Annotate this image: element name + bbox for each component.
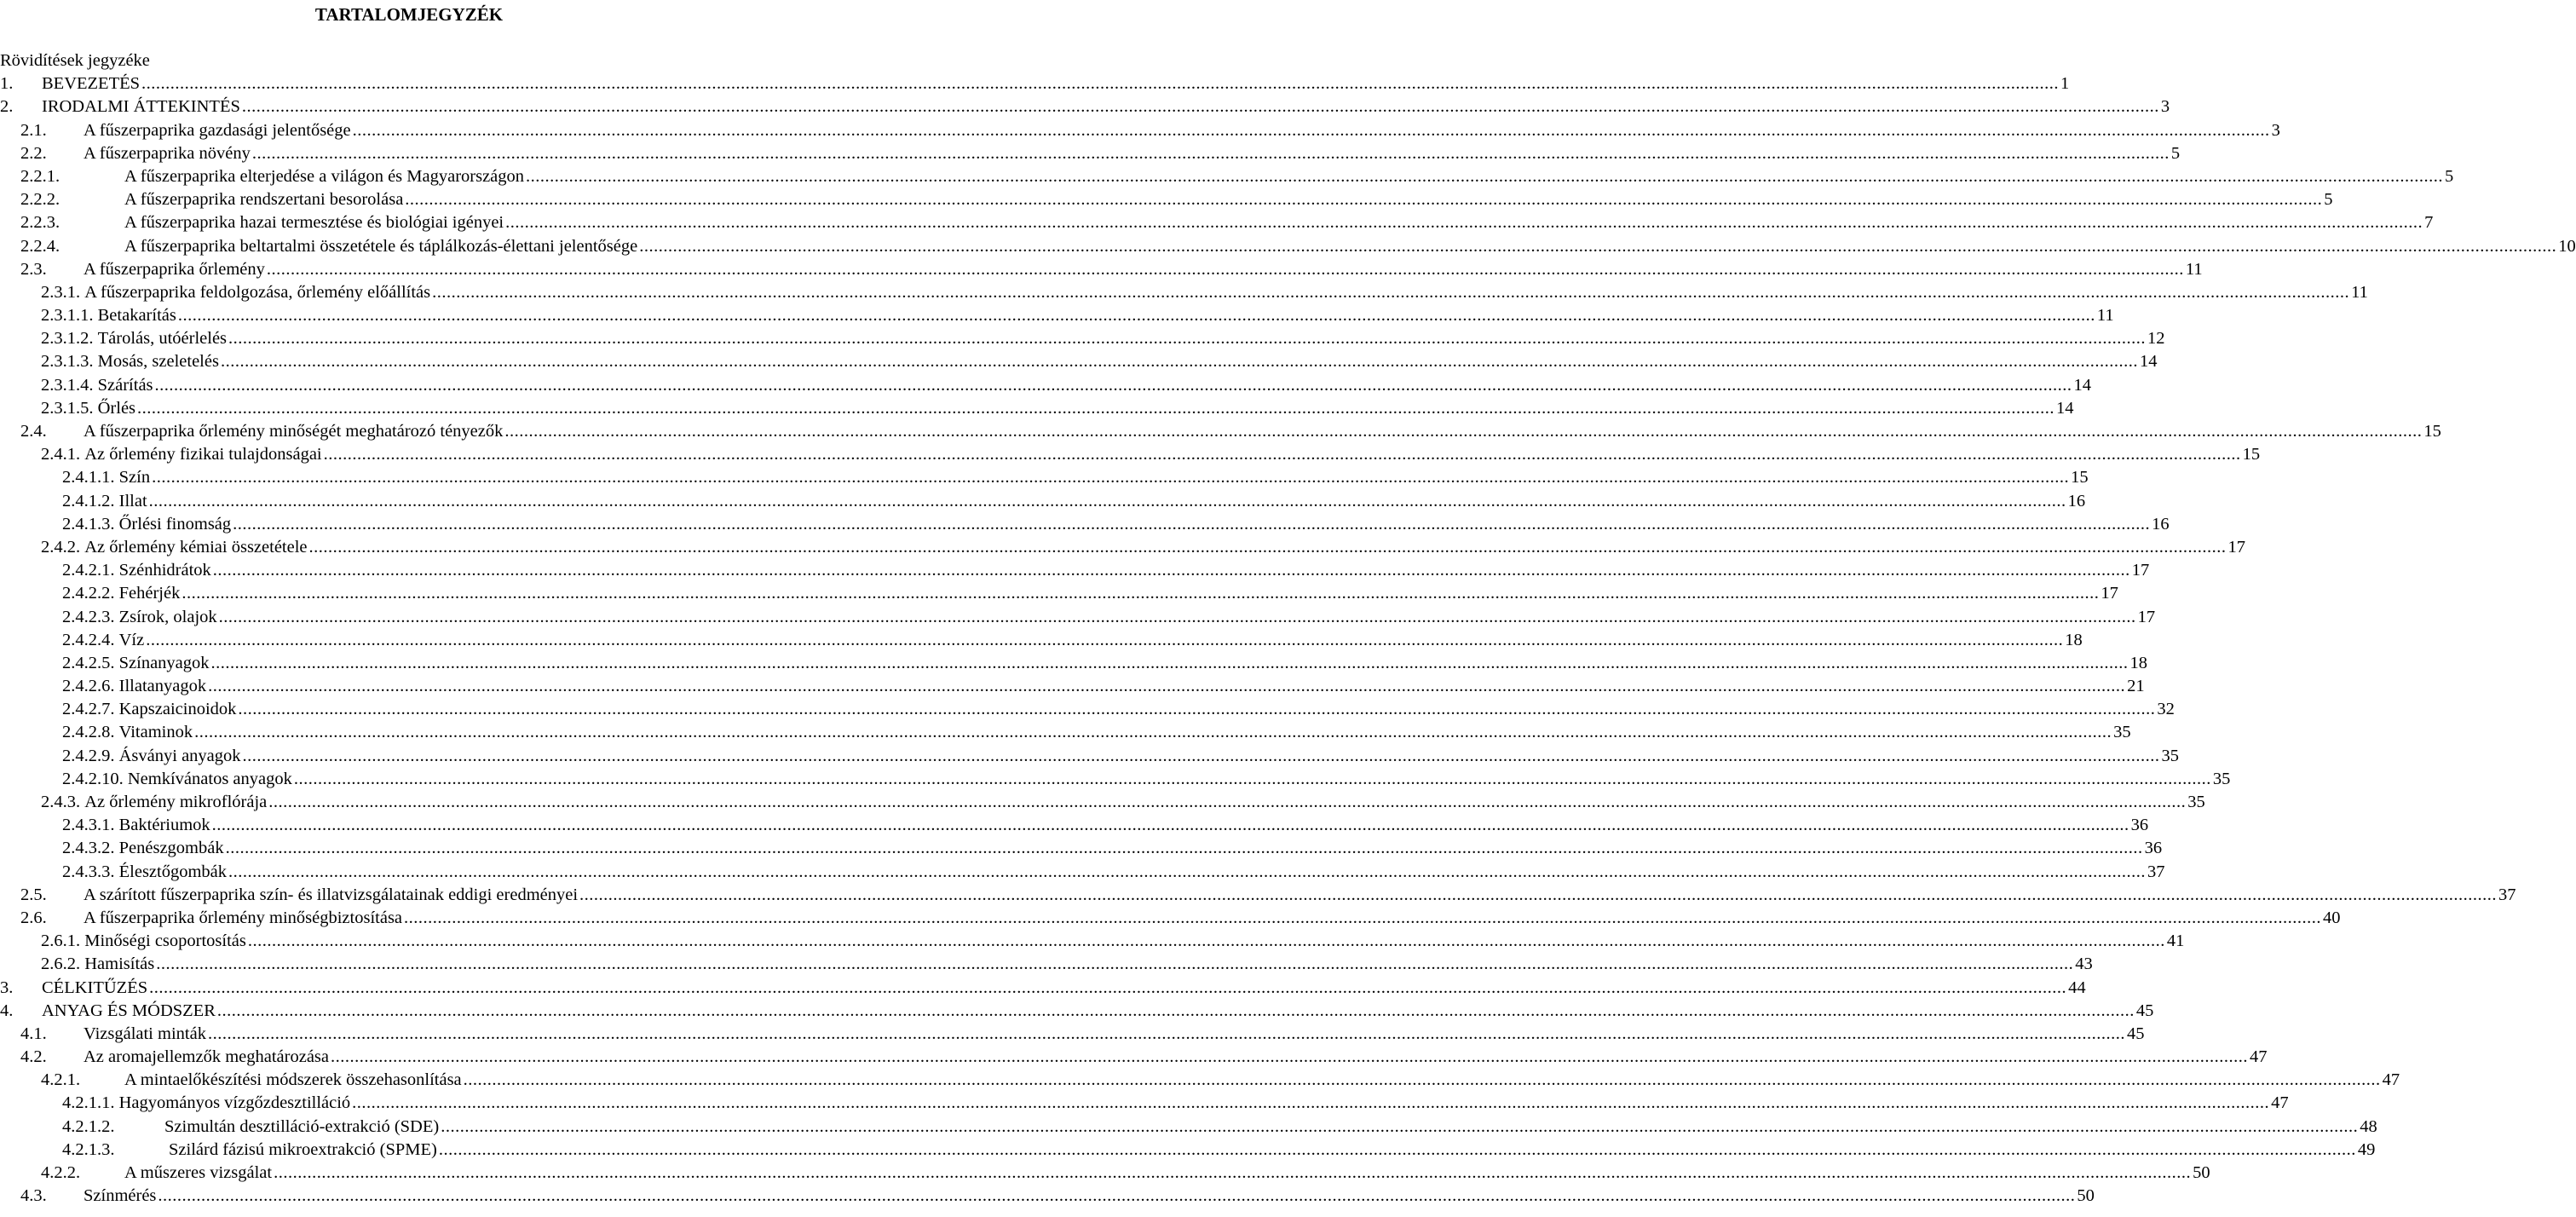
- toc-entry[interactable]: [0, 977, 2086, 1000]
- toc-entry[interactable]: [0, 1046, 2268, 1069]
- toc-entry-number: 2.2.: [20, 143, 47, 163]
- toc-entry[interactable]: [0, 281, 2368, 304]
- toc-leader-dots: ................................................................................................................................................................................................................................................................................................................................................................................................................: [154, 375, 2072, 395]
- toc-entry-label: A fűszerpaprika növény: [84, 143, 251, 163]
- toc-entry-number: 2.4.1.2.: [62, 491, 115, 510]
- toc-entry-label: Vitaminok: [118, 723, 193, 742]
- toc-leader-dots: ................................................................................................................................................................................................................................................................................................................................................................................................................: [238, 700, 2156, 719]
- toc-entry-page: 47: [2250, 1047, 2268, 1067]
- toc-leader-dots: ................................................................................................................................................................................................................................................................................................................................................................................................................: [505, 213, 2423, 233]
- toc-entry[interactable]: [0, 861, 2165, 884]
- toc-entry-label: Őrlés: [97, 398, 136, 418]
- toc-entry-number: 2.4.1.3.: [62, 514, 115, 534]
- toc-entry-page: 5: [2324, 190, 2333, 210]
- toc-leader-dots: ................................................................................................................................................................................................................................................................................................................................................................................................................: [177, 306, 2095, 326]
- toc-entry-number: 2.3.: [20, 259, 47, 279]
- toc-entry-page: 7: [2424, 213, 2434, 233]
- toc-entry[interactable]: [0, 420, 2441, 443]
- toc-entry[interactable]: [0, 374, 2092, 397]
- toc-entry-page: 1: [2060, 74, 2070, 94]
- toc-entry-page: 37: [2147, 862, 2165, 881]
- toc-entry-number: 2.4.2.8.: [62, 723, 115, 742]
- toc-entry[interactable]: [0, 119, 2280, 142]
- toc-entry[interactable]: [0, 72, 2070, 95]
- toc-entry-number: 2.3.1.5.: [41, 398, 94, 418]
- toc-entry-label: A fűszerpaprika rendszertani besorolása: [124, 190, 404, 210]
- toc-entry-label: CÉLKITŰZÉS: [42, 978, 148, 997]
- toc-entry-page: 21: [2127, 677, 2145, 696]
- toc-entry-label: IRODALMI ÁTTEKINTÉS: [42, 97, 240, 117]
- toc-entry-page: 49: [2357, 1139, 2376, 1159]
- toc-entry-label: A fűszerpaprika elterjedése a világon és Magyarországon: [124, 166, 525, 186]
- toc-entry-label: A fűszerpaprika hazai termesztése és biológiai igényei: [124, 213, 504, 233]
- toc-entry-number: 2.2.3.: [20, 213, 61, 233]
- toc-entry-page: 36: [2144, 839, 2163, 858]
- toc-entry-number: 4.2.1.1.: [62, 1093, 115, 1113]
- toc-leader-dots: ................................................................................................................................................................................................................................................................................................................................................................................................................: [152, 468, 2070, 487]
- toc-leader-dots: ................................................................................................................................................................................................................................................................................................................................................................................................................: [242, 746, 2160, 765]
- toc-entry-label: Ásványi anyagok: [118, 746, 241, 765]
- toc-entry-page: 3: [2160, 97, 2170, 117]
- toc-leader-dots: ................................................................................................................................................................................................................................................................................................................................................................................................................: [331, 1047, 2248, 1067]
- toc-entry[interactable]: [0, 582, 2118, 605]
- toc-entry-page: 40: [2323, 908, 2341, 927]
- toc-entry-page: 15: [2242, 445, 2261, 464]
- toc-leader-dots: ................................................................................................................................................................................................................................................................................................................................................................................................................: [352, 120, 2270, 140]
- toc-entry-page: 5: [2445, 166, 2454, 186]
- toc-leader-dots: ................................................................................................................................................................................................................................................................................................................................................................................................................: [212, 561, 2130, 580]
- toc-entry-label: Baktériumok: [118, 816, 210, 835]
- toc-entry-number: 2.4.: [20, 422, 47, 441]
- toc-entry-page: 14: [2139, 352, 2158, 372]
- toc-entry[interactable]: [0, 490, 2086, 513]
- toc-leader-dots: ................................................................................................................................................................................................................................................................................................................................................................................................................: [441, 1116, 2359, 1136]
- toc-leader-dots: ................................................................................................................................................................................................................................................................................................................................................................................................................: [308, 537, 2227, 557]
- toc-entry[interactable]: [0, 768, 2231, 791]
- toc-entry-page: 15: [2423, 422, 2441, 441]
- toc-entry-label: Színanyagok: [118, 653, 210, 672]
- toc-entry-number: 4.2.2.: [41, 1163, 81, 1182]
- toc-entry-number: 4.: [0, 1001, 14, 1020]
- toc-entry-page: 35: [2113, 723, 2131, 742]
- toc-entry-page: 41: [2166, 931, 2185, 951]
- toc-entry[interactable]: [0, 606, 2156, 629]
- toc-entry-page: 32: [2157, 700, 2175, 719]
- toc-entry[interactable]: [0, 1069, 2400, 1092]
- toc-leader-dots: ................................................................................................................................................................................................................................................................................................................................................................................................................: [149, 978, 2067, 997]
- toc-entry[interactable]: [0, 953, 2093, 976]
- toc-entry-page: 17: [2101, 584, 2118, 603]
- toc-entry-page: 37: [2498, 885, 2516, 904]
- toc-entry-page: 35: [2161, 746, 2180, 765]
- toc-entry-number: 2.4.2.10.: [62, 769, 124, 788]
- toc-leader-dots: ................................................................................................................................................................................................................................................................................................................................................................................................................: [233, 514, 2151, 534]
- toc-entry-number: 2.2.4.: [20, 236, 61, 256]
- toc-leader-dots: ................................................................................................................................................................................................................................................................................................................................................................................................................: [251, 143, 2170, 163]
- toc-entry-number: 4.2.: [20, 1047, 47, 1067]
- toc-leader-dots: ................................................................................................................................................................................................................................................................................................................................................................................................................: [137, 398, 2055, 418]
- toc-leader-dots: ................................................................................................................................................................................................................................................................................................................................................................................................................: [210, 653, 2129, 672]
- toc-entry-page: 11: [2096, 306, 2114, 326]
- toc-entry-page: 10: [2558, 236, 2576, 256]
- toc-entry-number: 1.: [0, 74, 14, 94]
- toc-entry[interactable]: [0, 837, 2163, 860]
- toc-entry-number: 4.2.1.3.: [62, 1139, 115, 1159]
- toc-entry-number: 2.3.1.3.: [41, 352, 94, 372]
- toc-entry-page: 11: [2351, 282, 2368, 302]
- toc-leader-dots: ................................................................................................................................................................................................................................................................................................................................................................................................................: [220, 352, 2138, 372]
- toc-entry[interactable]: [0, 1000, 2154, 1023]
- toc-entry-number: 2.3.1.2.: [41, 329, 94, 349]
- toc-leader-dots: ................................................................................................................................................................................................................................................................................................................................................................................................................: [438, 1139, 2356, 1159]
- toc-leader-dots: ................................................................................................................................................................................................................................................................................................................................................................................................................: [141, 74, 2060, 94]
- toc-entry-label: Minőségi csoportosítás: [84, 931, 246, 951]
- toc-leader-dots: ................................................................................................................................................................................................................................................................................................................................................................................................................: [228, 329, 2147, 349]
- toc-entry[interactable]: [0, 304, 2114, 327]
- toc-entry[interactable]: [0, 721, 2131, 744]
- toc-entry-label: Az aromajellemzők meghatározása: [84, 1047, 329, 1067]
- toc-entry-label: Illat: [118, 491, 147, 510]
- toc-entry-number: 2.2.2.: [20, 190, 61, 210]
- toc-entry-label: Hagyományos vízgőzdesztilláció: [118, 1093, 351, 1113]
- toc-entry[interactable]: [0, 235, 2576, 258]
- toc-leader-dots: ................................................................................................................................................................................................................................................................................................................................................................................................................: [194, 723, 2112, 742]
- toc-entry[interactable]: [0, 466, 2089, 489]
- toc-entry-label: Fehérjék: [118, 584, 181, 603]
- toc-entry-page: 3: [2271, 120, 2280, 140]
- toc-entry-label: A műszeres vizsgálat: [124, 1163, 273, 1182]
- toc-leader-dots: ................................................................................................................................................................................................................................................................................................................................................................................................................: [639, 236, 2557, 256]
- toc-leader-dots: ................................................................................................................................................................................................................................................................................................................................................................................................................: [404, 908, 2322, 927]
- toc-leader-dots: ................................................................................................................................................................................................................................................................................................................................................................................................................: [241, 97, 2159, 117]
- toc-entry-number: 4.1.: [20, 1024, 47, 1043]
- toc-entry[interactable]: [0, 675, 2145, 698]
- toc-leader-dots: ................................................................................................................................................................................................................................................................................................................................................................................................................: [158, 1186, 2076, 1206]
- toc-entry-label: A fűszerpaprika őrlemény minőségét meghatározó tényezők: [84, 422, 504, 441]
- toc-leader-dots: ................................................................................................................................................................................................................................................................................................................................................................................................................: [148, 491, 2066, 510]
- toc-entry[interactable]: [0, 142, 2181, 165]
- toc-entry-page: 36: [2130, 816, 2149, 835]
- toc-leader-dots: ................................................................................................................................................................................................................................................................................................................................................................................................................: [266, 259, 2184, 279]
- toc-leader-dots: ................................................................................................................................................................................................................................................................................................................................................................................................................: [211, 816, 2129, 835]
- toc-leader-dots: ................................................................................................................................................................................................................................................................................................................................................................................................................: [323, 445, 2241, 464]
- toc-entry-number: 2.4.1.: [41, 445, 81, 464]
- toc-entry-label: Kapszaicinoidok: [118, 700, 237, 719]
- toc-leader-dots: ................................................................................................................................................................................................................................................................................................................................................................................................................: [526, 166, 2444, 186]
- toc-entry[interactable]: [0, 95, 2170, 118]
- toc-entry-page: 11: [2185, 259, 2203, 279]
- toc-entry-page: 44: [2068, 978, 2086, 997]
- toc-leader-dots: ................................................................................................................................................................................................................................................................................................................................................................................................................: [293, 769, 2211, 788]
- toc-entry-label: Vizsgálati minták: [84, 1024, 206, 1043]
- toc-entry-page: 17: [2137, 607, 2156, 626]
- toc-entry-number: 2.4.2.3.: [62, 607, 115, 626]
- toc-entry-page: 50: [2193, 1163, 2210, 1182]
- toc-leader-dots: ................................................................................................................................................................................................................................................................................................................................................................................................................: [579, 885, 2498, 904]
- toc-entry-page: 50: [2077, 1186, 2095, 1206]
- toc-entry[interactable]: [0, 559, 2150, 582]
- toc-entry-label: Az őrlemény mikroflórája: [84, 793, 268, 811]
- toc-entry[interactable]: [0, 350, 2158, 373]
- toc-entry-page: 35: [2187, 793, 2205, 811]
- toc-entry-number: 2.6.1.: [41, 931, 81, 951]
- toc-leader-dots: ................................................................................................................................................................................................................................................................................................................................................................................................................: [207, 1024, 2125, 1043]
- toc-entry-label: Víz: [118, 630, 145, 649]
- toc-entry-number: 4.2.1.2.: [62, 1116, 115, 1136]
- toc-entry[interactable]: [0, 884, 2516, 907]
- toc-entry-page: 43: [2075, 955, 2093, 974]
- toc-entry-label: Nemkívánatos anyagok: [127, 769, 292, 788]
- toc-entry[interactable]: [0, 397, 2074, 420]
- toc-entry[interactable]: [0, 652, 2148, 675]
- toc-entry[interactable]: [0, 791, 2205, 814]
- toc-entry-label: Szárítás: [97, 375, 153, 395]
- toc-entry[interactable]: [0, 1116, 2377, 1139]
- toc-leader-dots: ................................................................................................................................................................................................................................................................................................................................................................................................................: [463, 1070, 2381, 1090]
- toc-entry-number: 2.4.3.3.: [62, 862, 115, 881]
- toc-entry[interactable]: [0, 1162, 2210, 1185]
- toc-entry-page: 14: [2073, 375, 2092, 395]
- toc-entry[interactable]: [0, 1023, 2145, 1046]
- toc-entry-label: BEVEZETÉS: [42, 74, 141, 94]
- toc-entry-label: Penészgombák: [118, 839, 224, 858]
- toc-entry[interactable]: [0, 165, 2454, 188]
- toc-entry-label: A fűszerpaprika gazdasági jelentősége: [84, 120, 351, 140]
- toc-entry[interactable]: [0, 49, 818, 72]
- toc-entry[interactable]: [0, 745, 2180, 768]
- toc-list: [0, 49, 2576, 1208]
- toc-leader-dots: ................................................................................................................................................................................................................................................................................................................................................................................................................: [352, 1093, 2270, 1113]
- toc-entry-label: A fűszerpaprika őrlemény: [84, 259, 265, 279]
- toc-entry-label: Őrlési finomság: [118, 514, 232, 534]
- toc-entry-label: A fűszerpaprika feldolgozása, őrlemény előállítás: [84, 282, 431, 302]
- toc-entry[interactable]: [0, 907, 2341, 930]
- toc-entry[interactable]: [0, 698, 2175, 721]
- toc-leader-dots: ................................................................................................................................................................................................................................................................................................................................................................................................................: [405, 190, 2323, 210]
- toc-entry-number: 2.4.3.: [41, 793, 81, 811]
- toc-entry[interactable]: [0, 1092, 2289, 1115]
- toc-entry-label: ANYAG ÉS MÓDSZER: [42, 1001, 216, 1020]
- toc-entry-label: Zsírok, olajok: [118, 607, 217, 626]
- toc-leader-dots: ................................................................................................................................................................................................................................................................................................................................................................................................................: [247, 931, 2165, 951]
- toc-entry-label: Az őrlemény kémiai összetétele: [84, 537, 308, 557]
- toc-entry[interactable]: [0, 513, 2170, 536]
- toc-entry-label: A mintaelőkészítési módszerek összehasonlítása: [124, 1070, 462, 1090]
- toc-entry-number: 2.4.2.6.: [62, 677, 115, 696]
- toc-entry-number: 2.4.3.1.: [62, 816, 115, 835]
- toc-entry-label: Rövidítések jegyzéke: [0, 51, 150, 70]
- toc-entry[interactable]: [0, 443, 2261, 466]
- toc-entry-page: 16: [2067, 491, 2086, 510]
- toc-entry-page: 15: [2071, 468, 2089, 487]
- toc-entry[interactable]: [0, 258, 2203, 281]
- toc-entry[interactable]: [0, 536, 2246, 559]
- toc-leader-dots: ................................................................................................................................................................................................................................................................................................................................................................................................................: [432, 282, 2350, 302]
- toc-entry-number: 2.6.: [20, 908, 47, 927]
- toc-entry-page: 5: [2170, 143, 2181, 163]
- toc-entry-page: 45: [2135, 1001, 2154, 1020]
- toc-entry-label: A fűszerpaprika őrlemény minőségbiztosítása: [84, 908, 403, 927]
- toc-entry-label: Szimultán desztilláció-extrakció (SDE): [164, 1116, 440, 1136]
- toc-entry[interactable]: [0, 211, 2434, 234]
- toc-entry-label: Tárolás, utóérlelés: [97, 329, 228, 349]
- toc-leader-dots: ................................................................................................................................................................................................................................................................................................................................................................................................................: [146, 630, 2064, 649]
- toc-entry-label: Szilárd fázisú mikroextrakció (SPME): [169, 1139, 437, 1159]
- toc-entry[interactable]: [0, 930, 2185, 953]
- toc-leader-dots: ................................................................................................................................................................................................................................................................................................................................................................................................................: [216, 1001, 2135, 1020]
- toc-entry-number: 2.4.2.1.: [62, 561, 115, 580]
- toc-entry[interactable]: [0, 327, 2165, 350]
- toc-entry-label: Színmérés: [84, 1186, 157, 1206]
- toc-entry-number: 2.4.1.1.: [62, 468, 115, 487]
- toc-entry-number: 2.4.2.2.: [62, 584, 115, 603]
- toc-entry-page: 14: [2056, 398, 2074, 418]
- toc-entry-page: 17: [2227, 537, 2246, 557]
- toc-entry-label: Hamisítás: [84, 955, 155, 974]
- toc-entry-number: 2.3.1.: [41, 282, 81, 302]
- toc-entry-label: A fűszerpaprika beltartalmi összetétele és táplálkozás-élettani jelentősége: [124, 236, 638, 256]
- toc-entry[interactable]: [0, 188, 2333, 211]
- toc-leader-dots: ................................................................................................................................................................................................................................................................................................................................................................................................................: [274, 1163, 2192, 1182]
- toc-entry[interactable]: [0, 629, 2083, 652]
- toc-leader-dots: ................................................................................................................................................................................................................................................................................................................................................................................................................: [228, 862, 2147, 881]
- toc-entry-label: Mosás, szeletelés: [97, 352, 219, 372]
- toc-leader-dots: ................................................................................................................................................................................................................................................................................................................................................................................................................: [208, 677, 2126, 696]
- toc-leader-dots: ................................................................................................................................................................................................................................................................................................................................................................................................................: [268, 793, 2187, 811]
- toc-entry[interactable]: [0, 814, 2149, 837]
- toc-entry[interactable]: [0, 1185, 2095, 1208]
- toc-entry-number: 2.4.3.2.: [62, 839, 115, 858]
- toc-entry-number: 2.4.2.: [41, 537, 81, 557]
- toc-leader-dots: ................................................................................................................................................................................................................................................................................................................................................................................................................: [225, 839, 2143, 858]
- toc-entry-label: Szín: [118, 468, 151, 487]
- toc-title: TARTALOMJEGYZÉK: [314, 4, 504, 25]
- toc-entry-number: 2.2.1.: [20, 166, 61, 186]
- toc-leader-dots: ................................................................................................................................................................................................................................................................................................................................................................................................................: [156, 955, 2074, 974]
- toc-entry-label: Illatanyagok: [118, 677, 207, 696]
- toc-entry-page: 18: [2065, 630, 2083, 649]
- toc-entry-page: 17: [2131, 561, 2150, 580]
- toc-entry-page: 47: [2382, 1070, 2400, 1090]
- toc-entry-number: 2.4.2.9.: [62, 746, 115, 765]
- toc-entry-page: 47: [2271, 1093, 2289, 1113]
- toc-entry-number: 4.3.: [20, 1186, 47, 1206]
- toc-entry-label: Élesztőgombák: [118, 862, 228, 881]
- toc-entry-number: 3.: [0, 978, 14, 997]
- toc-leader-dots: ................................................................................................................................................................................................................................................................................................................................................................................................................: [504, 422, 2423, 441]
- toc-leader-dots: ................................................................................................................................................................................................................................................................................................................................................................................................................: [218, 607, 2136, 626]
- toc-entry-page: 45: [2126, 1024, 2145, 1043]
- toc-entry-page: 16: [2152, 514, 2170, 534]
- toc-entry-label: Szénhidrátok: [118, 561, 211, 580]
- toc-leader-dots: ................................................................................................................................................................................................................................................................................................................................................................................................................: [182, 584, 2100, 603]
- toc-entry-number: 2.6.2.: [41, 955, 81, 974]
- toc-entry-page: 12: [2147, 329, 2165, 349]
- toc-entry-page: 48: [2360, 1116, 2377, 1136]
- toc-entry-label: A szárított fűszerpaprika szín- és illatvizsgálatainak eddigi eredményei: [84, 885, 579, 904]
- toc-entry-label: Az őrlemény fizikai tulajdonságai: [84, 445, 322, 464]
- toc-entry-number: 2.: [0, 97, 14, 117]
- toc-entry-number: 2.4.2.5.: [62, 653, 115, 672]
- toc-entry-number: 2.4.2.4.: [62, 630, 115, 649]
- toc-entry-page: 35: [2212, 769, 2231, 788]
- toc-entry-number: 2.3.1.1.: [41, 306, 94, 326]
- toc-entry-number: 4.2.1.: [41, 1070, 81, 1090]
- toc-entry-number: 2.3.1.4.: [41, 375, 94, 395]
- toc-entry-number: 2.1.: [20, 120, 47, 140]
- toc-entry-page: 18: [2129, 653, 2148, 672]
- toc-entry-label: Betakarítás: [97, 306, 176, 326]
- toc-entry[interactable]: [0, 1139, 2376, 1162]
- toc-entry-number: 2.4.2.7.: [62, 700, 115, 719]
- toc-entry-number: 2.5.: [20, 885, 47, 904]
